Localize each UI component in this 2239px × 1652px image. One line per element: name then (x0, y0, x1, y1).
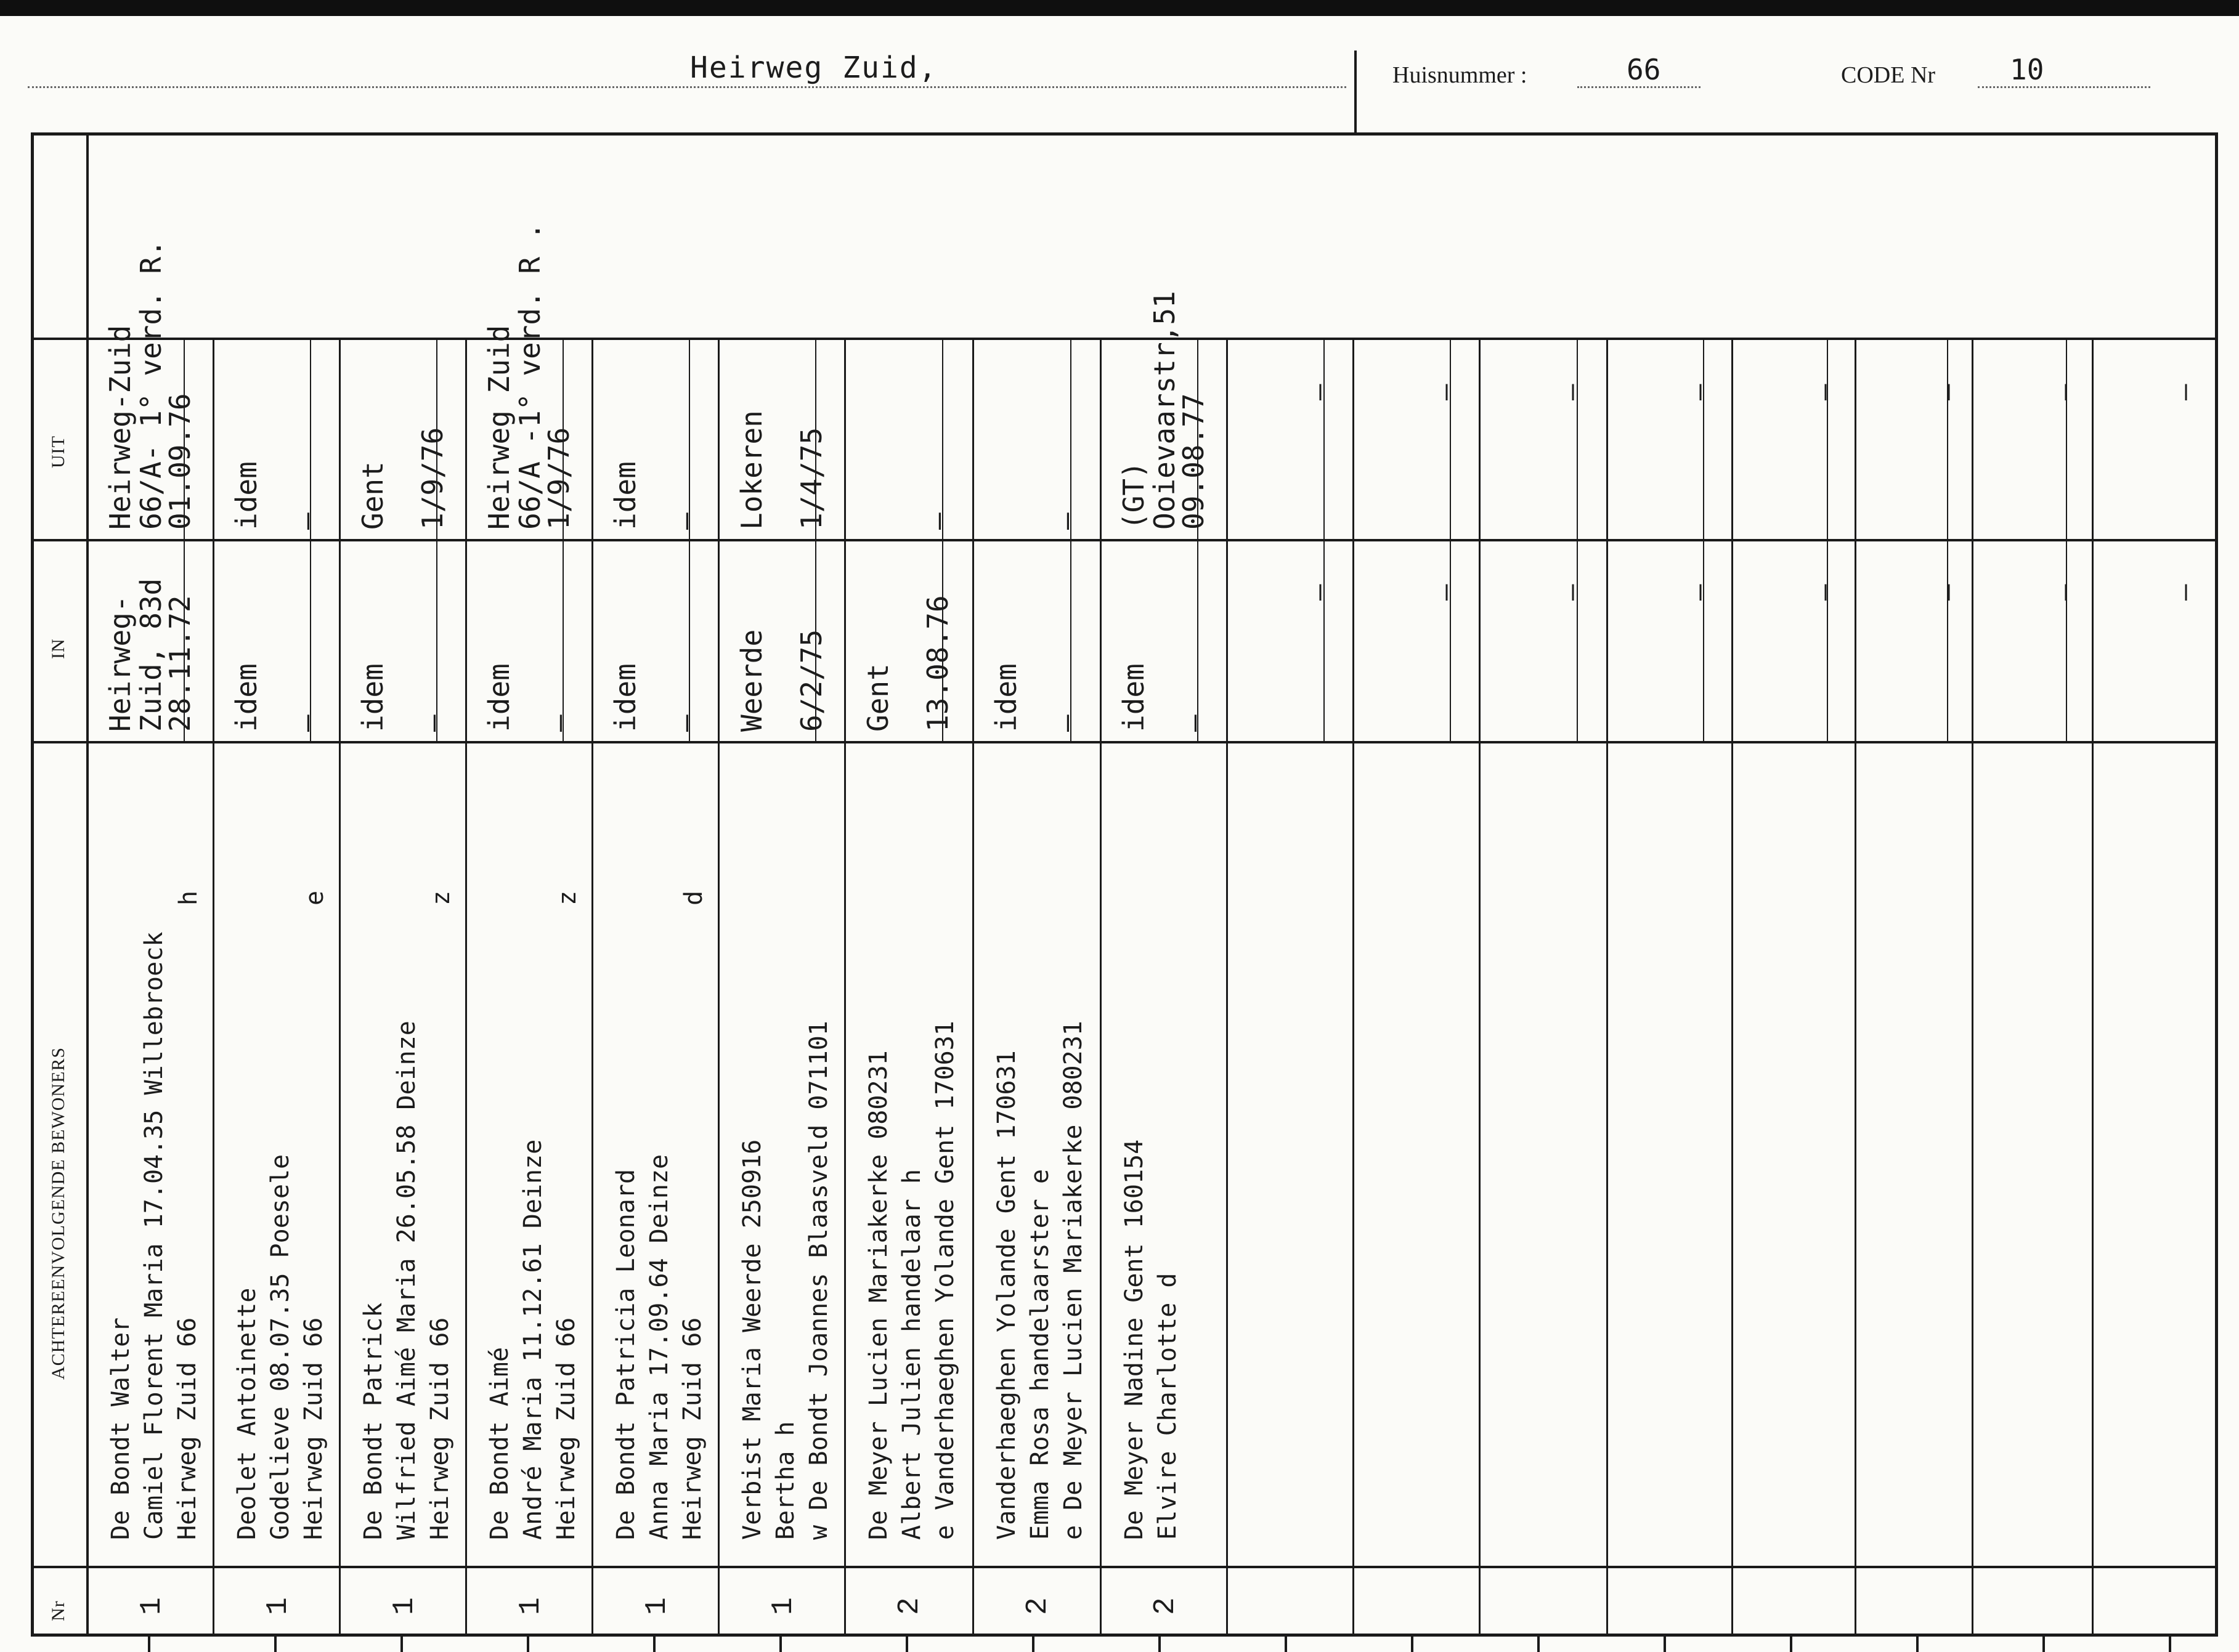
column-divider (591, 338, 593, 1634)
in-sub-divider (563, 539, 564, 741)
uit-date: — (668, 512, 702, 530)
uit-dash: — (2049, 384, 2080, 400)
in-sub-divider (1827, 539, 1828, 741)
in-sub-divider (689, 539, 690, 741)
resident-line: Heirweg Zuid 66 (426, 1317, 454, 1540)
column-divider (1606, 338, 1608, 1634)
column-header-uit: UIT (48, 435, 68, 468)
resident-line: Albert Julien handelaar h (898, 1168, 926, 1540)
bottom-tick (1285, 1634, 1287, 1652)
column-divider (465, 338, 467, 1634)
resident-line: e De Meyer Lucien Mariakerke 080231 (1059, 1021, 1087, 1540)
resident-line: w De Bondt Joannes Blaasveld 071101 (805, 1021, 833, 1540)
bottom-tick (2042, 1634, 2045, 1652)
header-separator (1354, 51, 1357, 134)
resident-line: Heirweg Zuid 66 (173, 1317, 201, 1540)
resident-line: André Maria 11.12.61 Deinze (519, 1139, 547, 1540)
row-nr: 2 (893, 1597, 927, 1615)
uit-sub-divider (1577, 338, 1578, 539)
uit-dash: — (1683, 384, 1715, 400)
resident-line: Verbist Maria Weerde 250916 (738, 1139, 766, 1540)
uit-sub-divider (942, 338, 943, 539)
resident-flag: z (427, 890, 455, 905)
resident-line: Emma Rosa handelaarster e (1026, 1168, 1054, 1540)
in-sub-divider (1450, 539, 1451, 741)
in-sub-divider (2066, 539, 2067, 741)
in-dash: — (2049, 584, 2080, 601)
column-divider (1972, 338, 1973, 1634)
column-divider (1731, 338, 1733, 1634)
uit-place: (GT) (1117, 461, 1150, 530)
resident-line: Camiel Florent Maria 17.04.35 Willebroeck (140, 931, 168, 1540)
code-dots (1978, 86, 2150, 88)
uit-sub-divider (689, 338, 690, 539)
uit-place: Heirweg-Zuid (104, 325, 137, 530)
bottom-tick (1158, 1634, 1161, 1652)
scan-top-edge (0, 0, 2239, 16)
row-nr: 1 (136, 1597, 169, 1615)
resident-line: De Bondt Aimé (486, 1346, 514, 1540)
in-place: idem (230, 663, 263, 732)
in-dash: — (1429, 584, 1461, 601)
in-place: Zuid, 83d (134, 578, 168, 732)
row-nr: 1 (388, 1597, 421, 1615)
row-nr: 2 (1149, 1597, 1182, 1615)
resident-line: Heirweg Zuid 66 (678, 1317, 707, 1540)
in-date: 6/2/75 (795, 629, 828, 732)
in-place: Gent (861, 663, 895, 732)
bottom-tick (906, 1634, 908, 1652)
bottom-tick (148, 1634, 150, 1652)
in-place: idem (989, 663, 1023, 732)
in-sub-divider (1947, 539, 1948, 741)
in-dash: — (1303, 584, 1335, 601)
uit-dash: — (1808, 384, 1840, 400)
resident-line: Heirweg Zuid 66 (552, 1317, 580, 1540)
uit-date: 1/9/76 (542, 427, 575, 530)
uit-sub-divider (2066, 338, 2067, 539)
uit-sub-divider (1450, 338, 1451, 539)
uit-date: 1/9/76 (416, 427, 449, 530)
column-header-bewoners: ACHTEREENVOLGENDE BEWONERS (48, 1047, 68, 1380)
column-divider (2092, 338, 2094, 1634)
in-date: — (542, 715, 575, 732)
bottom-tick (274, 1634, 277, 1652)
resident-line: Heirweg Zuid 66 (299, 1317, 328, 1540)
huisnummer-dots (1577, 86, 1701, 88)
in-sub-divider (1577, 539, 1578, 741)
resident-line: Deolet Antoinette (233, 1287, 261, 1540)
column-divider (972, 338, 974, 1634)
column-divider (213, 338, 214, 1634)
uit-place: Heirweg Zuid (482, 325, 516, 530)
uit-sub-divider (1947, 338, 1948, 539)
in-date: — (1049, 715, 1083, 732)
in-date: — (290, 715, 323, 732)
street-name: Heirweg Zuid, (690, 51, 938, 85)
in-date: — (668, 715, 702, 732)
in-dash: — (2169, 584, 2200, 601)
uit-date: — (290, 512, 323, 530)
in-place: Weerde (735, 629, 768, 732)
huisnummer-value: 66 (1627, 53, 1661, 86)
in-place: idem (1117, 663, 1150, 732)
resident-line: Elvire Charlotte d (1153, 1273, 1182, 1540)
resident-line: De Meyer Lucien Mariakerke 080231 (864, 1050, 893, 1540)
resident-line: De Meyer Nadine Gent 160154 (1120, 1139, 1148, 1540)
code-label: CODE Nr (1841, 62, 1936, 88)
bottom-tick (1537, 1634, 1540, 1652)
resident-line: Vanderhaeghen Yolande Gent 170631 (993, 1050, 1021, 1540)
resident-line: e Vanderhaeghen Yolande Gent 170631 (931, 1021, 959, 1540)
row-nr: 1 (767, 1597, 800, 1615)
bottom-tick (1032, 1634, 1034, 1652)
row-nr: 1 (514, 1597, 548, 1615)
resident-line: De Bondt Patrick (359, 1302, 388, 1540)
in-dash: — (1556, 584, 1587, 601)
bottom-tick (2169, 1634, 2171, 1652)
resident-flag: h (174, 890, 203, 905)
bewoners-top-divider (31, 741, 2218, 743)
uit-dash: — (2169, 384, 2200, 400)
uit-place: idem (230, 461, 263, 530)
bottom-tick (779, 1634, 782, 1652)
uit-sub-divider (310, 338, 311, 539)
resident-line: Wilfried Aimé Maria 26.05.58 Deinze (392, 1021, 421, 1540)
resident-flag: d (680, 890, 708, 905)
in-top-divider (31, 539, 2218, 541)
in-sub-divider (310, 539, 311, 741)
in-sub-divider (1197, 539, 1198, 741)
uit-dash: — (1303, 384, 1335, 400)
column-divider (339, 338, 341, 1634)
uit-place: Lokeren (735, 410, 768, 530)
in-place: idem (356, 663, 389, 732)
row-nr: 2 (1022, 1597, 1055, 1615)
column-divider (1479, 338, 1481, 1634)
uit-date: — (1049, 512, 1083, 530)
uit-sub-divider (1070, 338, 1071, 539)
row-nr: 1 (262, 1597, 295, 1615)
row-nr: 1 (641, 1597, 674, 1615)
in-date: 28.11.72 (163, 595, 197, 732)
bottom-tick (527, 1634, 529, 1652)
in-sub-divider (436, 539, 437, 741)
column-divider (844, 338, 846, 1634)
bottom-tick (1664, 1634, 1666, 1652)
uit-sub-divider (1703, 338, 1704, 539)
uit-sub-divider (1323, 338, 1325, 539)
label-column-divider (86, 132, 89, 1635)
bottom-tick (1411, 1634, 1413, 1652)
in-date: — (416, 715, 449, 732)
in-sub-divider (1703, 539, 1704, 741)
bottom-tick (400, 1634, 403, 1652)
header-dotted-line (28, 86, 1346, 88)
huisnummer-label: Huisnummer : (1392, 62, 1527, 88)
uit-place: Gent (356, 461, 389, 530)
uit-date: — (921, 512, 954, 530)
uit-place: idem (609, 461, 642, 530)
code-value: 10 (2010, 53, 2044, 86)
bottom-tick (653, 1634, 656, 1652)
column-divider (1226, 338, 1228, 1634)
resident-line: Bertha h (771, 1421, 800, 1540)
uit-dash: — (1932, 384, 1963, 400)
in-sub-divider (1070, 539, 1071, 741)
resident-line: De Bondt Patricia Leonard (612, 1168, 640, 1540)
bottom-tick (1916, 1634, 1919, 1652)
uit-place: Ooievaarstr,51 (1148, 291, 1181, 530)
column-divider (1352, 338, 1354, 1634)
uit-date: 01.09.76 (163, 393, 197, 530)
in-date: 13.08.76 (921, 595, 954, 732)
in-place: Heirweg- (104, 595, 137, 732)
in-place: idem (609, 663, 642, 732)
column-header-nr: Nr (48, 1600, 68, 1621)
uit-date: 09.08.77 (1177, 393, 1210, 530)
in-sub-divider (1323, 539, 1325, 741)
uit-top-divider (31, 338, 2218, 340)
column-divider (1855, 338, 1856, 1634)
uit-dash: — (1429, 384, 1461, 400)
nr-top-divider (31, 1566, 2218, 1568)
resident-flag: z (553, 890, 582, 905)
in-date: — (1177, 715, 1210, 732)
bottom-tick (1790, 1634, 1792, 1652)
uit-place: 66/A- 1° verd. R. (134, 240, 168, 530)
resident-flag: e (301, 890, 329, 905)
column-divider (1100, 338, 1102, 1634)
uit-place: 66/A -1° verd. R . (513, 222, 547, 530)
column-divider (718, 338, 720, 1634)
in-dash: — (1808, 584, 1840, 601)
resident-line: Godelieve 08.07.35 Poesele (266, 1154, 295, 1540)
column-header-in: IN (48, 638, 68, 659)
in-place: idem (482, 663, 516, 732)
uit-dash: — (1556, 384, 1587, 400)
resident-line: De Bondt Walter (107, 1317, 135, 1540)
resident-line: Anna Maria 17.09.64 Deinze (645, 1154, 673, 1540)
in-dash: — (1932, 584, 1963, 601)
in-dash: — (1683, 584, 1715, 601)
uit-sub-divider (1827, 338, 1828, 539)
uit-date: 1/4/75 (795, 427, 828, 530)
